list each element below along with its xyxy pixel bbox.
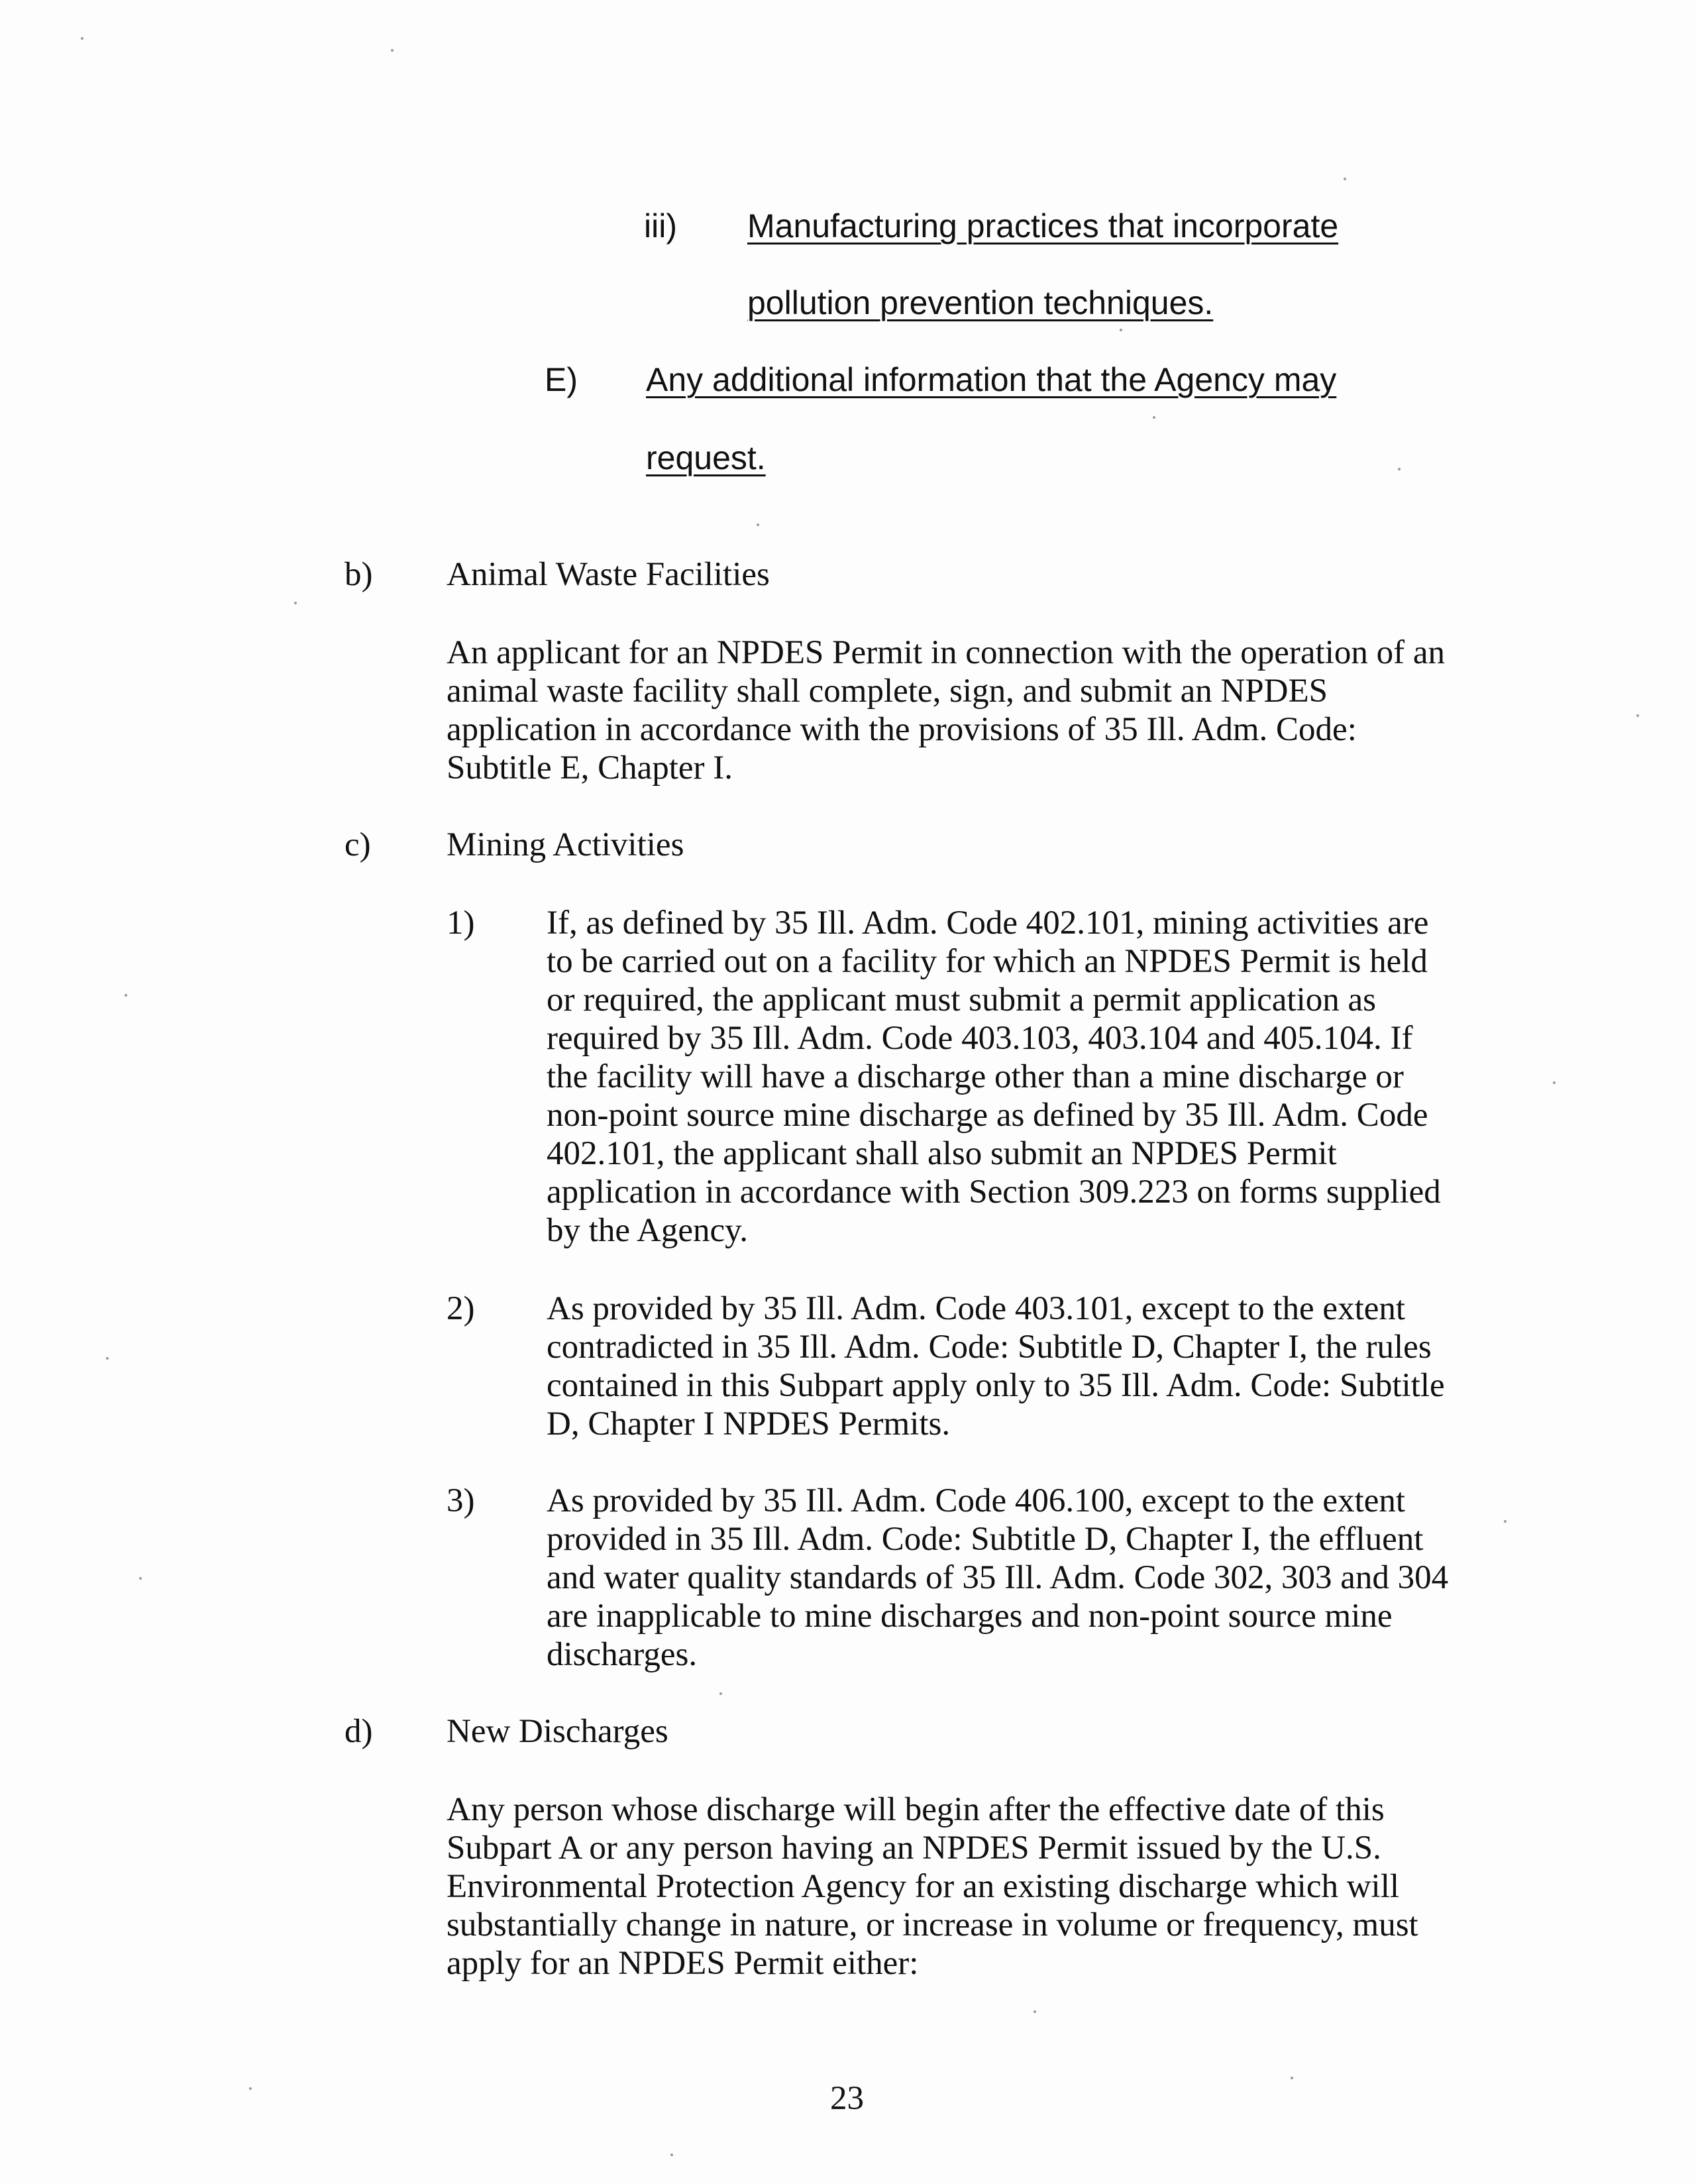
scan-speck bbox=[139, 1577, 142, 1580]
paragraph-line: discharges. bbox=[547, 1636, 698, 1673]
item-marker-c1: 1) bbox=[447, 904, 475, 942]
scan-speck bbox=[1636, 714, 1639, 717]
section-heading-c: Mining Activities bbox=[447, 826, 684, 863]
paragraph-line: provided in 35 Ill. Adm. Code: Subtitle D, Chapter I, the effluent bbox=[547, 1521, 1424, 1558]
paragraph-line: Subpart A or any person having an NPDES Permit issued by the U.S. bbox=[447, 1829, 1381, 1867]
item-E-line-2: request. bbox=[646, 439, 766, 476]
scan-speck bbox=[81, 37, 83, 40]
paragraph-line: contradicted in 35 Ill. Adm. Code: Subtitle D, Chapter I, the rules bbox=[547, 1329, 1432, 1366]
paragraph-line: contained in this Subpart apply only to 35 Ill. Adm. Code: Subtitle bbox=[547, 1367, 1445, 1404]
paragraph-line: substantially change in nature, or increase in volume or frequency, must bbox=[447, 1906, 1418, 1943]
scan-speck bbox=[1153, 416, 1155, 419]
paragraph-line: As provided by 35 Ill. Adm. Code 406.100, except to the extent bbox=[547, 1482, 1406, 1519]
item-E-line-1: Any additional information that the Agency may bbox=[646, 361, 1337, 398]
scan-speck bbox=[391, 49, 394, 52]
item-marker-c2: 2) bbox=[447, 1290, 475, 1327]
paragraph-line: As provided by 35 Ill. Adm. Code 403.101, except to the extent bbox=[547, 1290, 1406, 1327]
scan-speck bbox=[249, 2087, 252, 2090]
paragraph-line: are inapplicable to mine discharges and non-point source mine bbox=[547, 1598, 1393, 1635]
section-marker-c: c) bbox=[344, 826, 371, 863]
scan-speck bbox=[1034, 2010, 1036, 2013]
scan-speck bbox=[125, 994, 127, 997]
section-d-paragraph bbox=[447, 1790, 1480, 1983]
scan-speck bbox=[1344, 178, 1346, 180]
paragraph-line: application in accordance with the provisions of 35 Ill. Adm. Code: bbox=[447, 711, 1357, 748]
item-iii-line-2: pollution prevention techniques. bbox=[747, 284, 1214, 321]
paragraph-line: required by 35 Ill. Adm. Code 403.103, 403.104 and 405.104. If bbox=[547, 1020, 1413, 1057]
paragraph-line: application in accordance with Section 309.223 on forms supplied bbox=[547, 1174, 1441, 1211]
paragraph-line: If, as defined by 35 Ill. Adm. Code 402.101, mining activities are bbox=[547, 904, 1429, 942]
item-marker-c3: 3) bbox=[447, 1482, 475, 1519]
paragraph-line: and water quality standards of 35 Ill. Adm. Code 302, 303 and 304 bbox=[547, 1559, 1449, 1596]
paragraph-line: or required, the applicant must submit a permit application as bbox=[547, 981, 1376, 1018]
section-marker-b: b) bbox=[344, 556, 373, 593]
list-marker-E: E) bbox=[545, 361, 578, 398]
paragraph-line: the facility will have a discharge other than a mine discharge or bbox=[547, 1058, 1404, 1095]
item-c3-text bbox=[547, 1482, 1474, 1674]
paragraph-line: Any person whose discharge will begin after the effective date of this bbox=[447, 1791, 1385, 1828]
item-iii-line-1: Manufacturing practices that incorporate bbox=[747, 207, 1339, 245]
paragraph-line: Subtitle E, Chapter I. bbox=[447, 749, 733, 787]
scan-speck bbox=[1398, 468, 1401, 470]
section-heading-b: Animal Waste Facilities bbox=[447, 556, 770, 593]
scan-speck bbox=[1291, 2077, 1293, 2079]
paragraph-line: to be carried out on a facility for which an NPDES Permit is held bbox=[547, 943, 1428, 980]
paragraph-line: An applicant for an NPDES Permit in connection with the operation of an bbox=[447, 634, 1445, 671]
page-number: 23 bbox=[830, 2080, 864, 2117]
section-b-paragraph bbox=[447, 633, 1467, 787]
paragraph-line: non-point source mine discharge as defined by 35 Ill. Adm. Code bbox=[547, 1097, 1428, 1134]
item-c2-text bbox=[547, 1289, 1474, 1443]
list-marker-iii: iii) bbox=[644, 207, 677, 245]
scan-speck bbox=[719, 1692, 722, 1695]
paragraph-line: animal waste facility shall complete, sign, and submit an NPDES bbox=[447, 673, 1328, 710]
scan-speck bbox=[1504, 1520, 1507, 1523]
paragraph-line: D, Chapter I NPDES Permits. bbox=[547, 1405, 951, 1443]
scan-speck bbox=[757, 523, 759, 526]
scan-speck bbox=[1553, 1081, 1556, 1084]
item-c1-text bbox=[547, 904, 1474, 1250]
section-heading-d: New Discharges bbox=[447, 1713, 668, 1750]
scan-speck bbox=[294, 602, 297, 604]
paragraph-line: 402.101, the applicant shall also submit an NPDES Permit bbox=[547, 1135, 1337, 1172]
scan-speck bbox=[670, 2154, 673, 2156]
paragraph-line: apply for an NPDES Permit either: bbox=[447, 1945, 919, 1982]
scan-speck bbox=[1120, 329, 1122, 331]
section-marker-d: d) bbox=[344, 1713, 373, 1750]
scan-speck bbox=[106, 1357, 109, 1360]
paragraph-line: Environmental Protection Agency for an existing discharge which will bbox=[447, 1868, 1400, 1905]
paragraph-line: by the Agency. bbox=[547, 1212, 749, 1249]
